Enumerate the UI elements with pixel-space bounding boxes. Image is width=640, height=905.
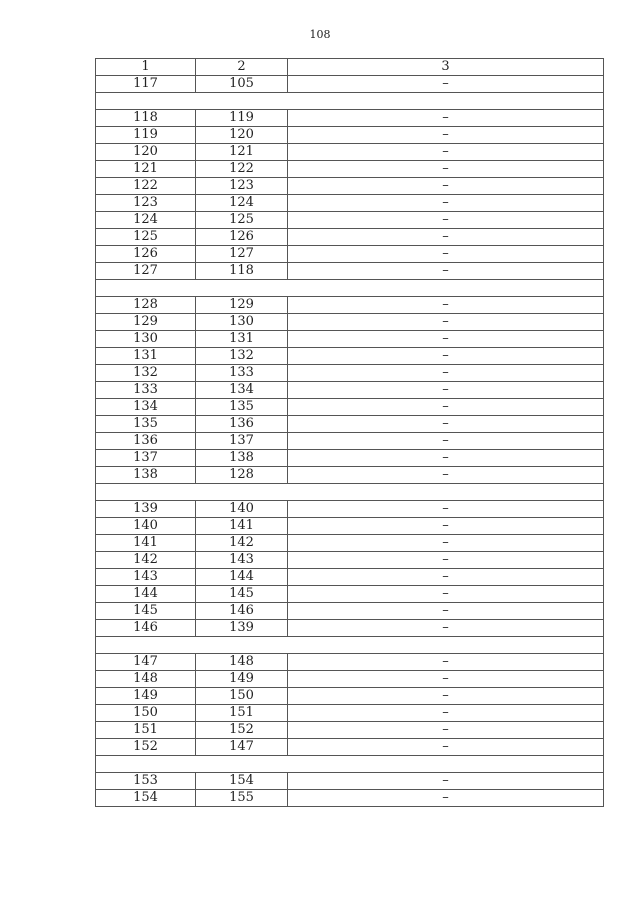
table-cell-col1: 124 [96, 212, 196, 229]
table-row [96, 229, 604, 246]
table-cell-col3: – [288, 297, 604, 314]
table-cell-col2: 123 [196, 178, 288, 195]
table-row [96, 399, 604, 416]
table-cell-col2: 133 [196, 365, 288, 382]
table-row [96, 552, 604, 569]
separator-row [96, 637, 604, 654]
table-cell-col3: – [288, 212, 604, 229]
table-cell-col3: – [288, 433, 604, 450]
table-cell-col1: 154 [96, 790, 196, 807]
data-table [95, 58, 604, 807]
table-cell-col1: 141 [96, 535, 196, 552]
table-cell-col2: 145 [196, 586, 288, 603]
table-cell-col2: 136 [196, 416, 288, 433]
table-cell-col1: 134 [96, 399, 196, 416]
table-cell-col1: 144 [96, 586, 196, 603]
table-cell-col3: – [288, 688, 604, 705]
table-cell-col3: – [288, 365, 604, 382]
table-cell-col3: – [288, 739, 604, 756]
table-cell-col2: 121 [196, 144, 288, 161]
table-cell-col1: 120 [96, 144, 196, 161]
table-cell-col3: – [288, 569, 604, 586]
table-cell-col3: – [288, 416, 604, 433]
table-row [96, 212, 604, 229]
table-cell-col1: 121 [96, 161, 196, 178]
table-cell-col2: 155 [196, 790, 288, 807]
table-cell-col3: – [288, 654, 604, 671]
table-cell-col2: 119 [196, 110, 288, 127]
table-cell-col3: – [288, 127, 604, 144]
table-row [96, 739, 604, 756]
table-row [96, 110, 604, 127]
table-cell-col2: 134 [196, 382, 288, 399]
table-cell-col2: 151 [196, 705, 288, 722]
table-cell-col1: 123 [96, 195, 196, 212]
table-row [96, 722, 604, 739]
table-cell-col2: 149 [196, 671, 288, 688]
table-cell-col3: – [288, 535, 604, 552]
table-row [96, 654, 604, 671]
table-cell-col2: 146 [196, 603, 288, 620]
table-cell-col1: 137 [96, 450, 196, 467]
table-row [96, 127, 604, 144]
table-cell-col2: 150 [196, 688, 288, 705]
table-row [96, 467, 604, 484]
table-cell-col2: 129 [196, 297, 288, 314]
column-header: 3 [288, 59, 604, 76]
table-body [96, 76, 604, 807]
table-cell-col1: 150 [96, 705, 196, 722]
table-cell-col1: 128 [96, 297, 196, 314]
table-cell-col2: 120 [196, 127, 288, 144]
table-row [96, 450, 604, 467]
table-cell-col2: 140 [196, 501, 288, 518]
table-cell-col1: 138 [96, 467, 196, 484]
table-row [96, 416, 604, 433]
table-cell-col1: 129 [96, 314, 196, 331]
table-cell-col1: 152 [96, 739, 196, 756]
separator-cell [96, 637, 604, 654]
table-cell-col3: – [288, 399, 604, 416]
table-cell-col2: 105 [196, 76, 288, 93]
table-cell-col2: 135 [196, 399, 288, 416]
table-cell-col1: 147 [96, 654, 196, 671]
separator-cell [96, 93, 604, 110]
table-cell-col3: – [288, 144, 604, 161]
separator-row [96, 484, 604, 501]
table-cell-col1: 131 [96, 348, 196, 365]
table-cell-col3: – [288, 586, 604, 603]
table-cell-col1: 149 [96, 688, 196, 705]
table-cell-col3: – [288, 382, 604, 399]
table-cell-col3: – [288, 331, 604, 348]
table-row [96, 518, 604, 535]
table-row [96, 161, 604, 178]
table-row [96, 688, 604, 705]
table-cell-col1: 136 [96, 433, 196, 450]
table-row [96, 365, 604, 382]
table-cell-col2: 127 [196, 246, 288, 263]
table-row [96, 773, 604, 790]
table-cell-col3: – [288, 620, 604, 637]
column-header: 1 [96, 59, 196, 76]
table-cell-col3: – [288, 773, 604, 790]
table-cell-col1: 135 [96, 416, 196, 433]
table-cell-col3: – [288, 518, 604, 535]
table-cell-col2: 128 [196, 467, 288, 484]
table-row [96, 790, 604, 807]
separator-cell [96, 280, 604, 297]
table-cell-col1: 127 [96, 263, 196, 280]
table-cell-col1: 151 [96, 722, 196, 739]
page-number: 108 [309, 28, 331, 41]
separator-row [96, 93, 604, 110]
table-row [96, 314, 604, 331]
separator-row [96, 756, 604, 773]
table-cell-col2: 142 [196, 535, 288, 552]
table-row [96, 501, 604, 518]
table-cell-col1: 148 [96, 671, 196, 688]
table-cell-col2: 131 [196, 331, 288, 348]
table-cell-col3: – [288, 110, 604, 127]
table-row [96, 76, 604, 93]
column-header: 2 [196, 59, 288, 76]
table-cell-col3: – [288, 552, 604, 569]
table-cell-col2: 154 [196, 773, 288, 790]
table-row [96, 671, 604, 688]
table-cell-col1: 122 [96, 178, 196, 195]
table-row [96, 382, 604, 399]
table-header-row [96, 59, 604, 76]
table-cell-col2: 147 [196, 739, 288, 756]
table-cell-col1: 146 [96, 620, 196, 637]
table-row [96, 263, 604, 280]
table-cell-col2: 124 [196, 195, 288, 212]
table-cell-col3: – [288, 263, 604, 280]
table-cell-col1: 119 [96, 127, 196, 144]
table-cell-col2: 138 [196, 450, 288, 467]
table-cell-col1: 140 [96, 518, 196, 535]
table-cell-col1: 133 [96, 382, 196, 399]
table-cell-col2: 144 [196, 569, 288, 586]
table-cell-col1: 142 [96, 552, 196, 569]
table-cell-col2: 132 [196, 348, 288, 365]
table-cell-col2: 126 [196, 229, 288, 246]
table-row [96, 144, 604, 161]
table-cell-col3: – [288, 722, 604, 739]
table-cell-col1: 126 [96, 246, 196, 263]
table-cell-col3: – [288, 671, 604, 688]
table-row [96, 178, 604, 195]
table-cell-col3: – [288, 501, 604, 518]
table-row [96, 586, 604, 603]
table-cell-col3: – [288, 195, 604, 212]
table-cell-col1: 153 [96, 773, 196, 790]
table-cell-col3: – [288, 76, 604, 93]
table-row [96, 331, 604, 348]
table-cell-col1: 139 [96, 501, 196, 518]
table-cell-col1: 145 [96, 603, 196, 620]
table-row [96, 569, 604, 586]
table-cell-col3: – [288, 790, 604, 807]
table-cell-col1: 118 [96, 110, 196, 127]
table-cell-col3: – [288, 178, 604, 195]
table-cell-col3: – [288, 450, 604, 467]
table-row [96, 246, 604, 263]
table-row [96, 620, 604, 637]
table-cell-col2: 130 [196, 314, 288, 331]
table-cell-col2: 137 [196, 433, 288, 450]
table-cell-col1: 117 [96, 76, 196, 93]
table-cell-col2: 122 [196, 161, 288, 178]
table-cell-col3: – [288, 705, 604, 722]
separator-row [96, 280, 604, 297]
table-cell-col3: – [288, 161, 604, 178]
table-cell-col2: 125 [196, 212, 288, 229]
table-cell-col3: – [288, 246, 604, 263]
table-cell-col2: 118 [196, 263, 288, 280]
table-cell-col1: 125 [96, 229, 196, 246]
table-row [96, 433, 604, 450]
separator-cell [96, 756, 604, 773]
table-row [96, 705, 604, 722]
table-row [96, 297, 604, 314]
table-cell-col2: 141 [196, 518, 288, 535]
table-cell-col3: – [288, 467, 604, 484]
table-row [96, 195, 604, 212]
table-cell-col1: 132 [96, 365, 196, 382]
table-cell-col3: – [288, 603, 604, 620]
table-row [96, 348, 604, 365]
table-cell-col1: 143 [96, 569, 196, 586]
table-cell-col3: – [288, 229, 604, 246]
table-cell-col2: 143 [196, 552, 288, 569]
table-cell-col2: 139 [196, 620, 288, 637]
table-cell-col3: – [288, 314, 604, 331]
table-cell-col2: 148 [196, 654, 288, 671]
table-row [96, 603, 604, 620]
table-cell-col2: 152 [196, 722, 288, 739]
table-cell-col3: – [288, 348, 604, 365]
table-row [96, 535, 604, 552]
separator-cell [96, 484, 604, 501]
table-cell-col1: 130 [96, 331, 196, 348]
